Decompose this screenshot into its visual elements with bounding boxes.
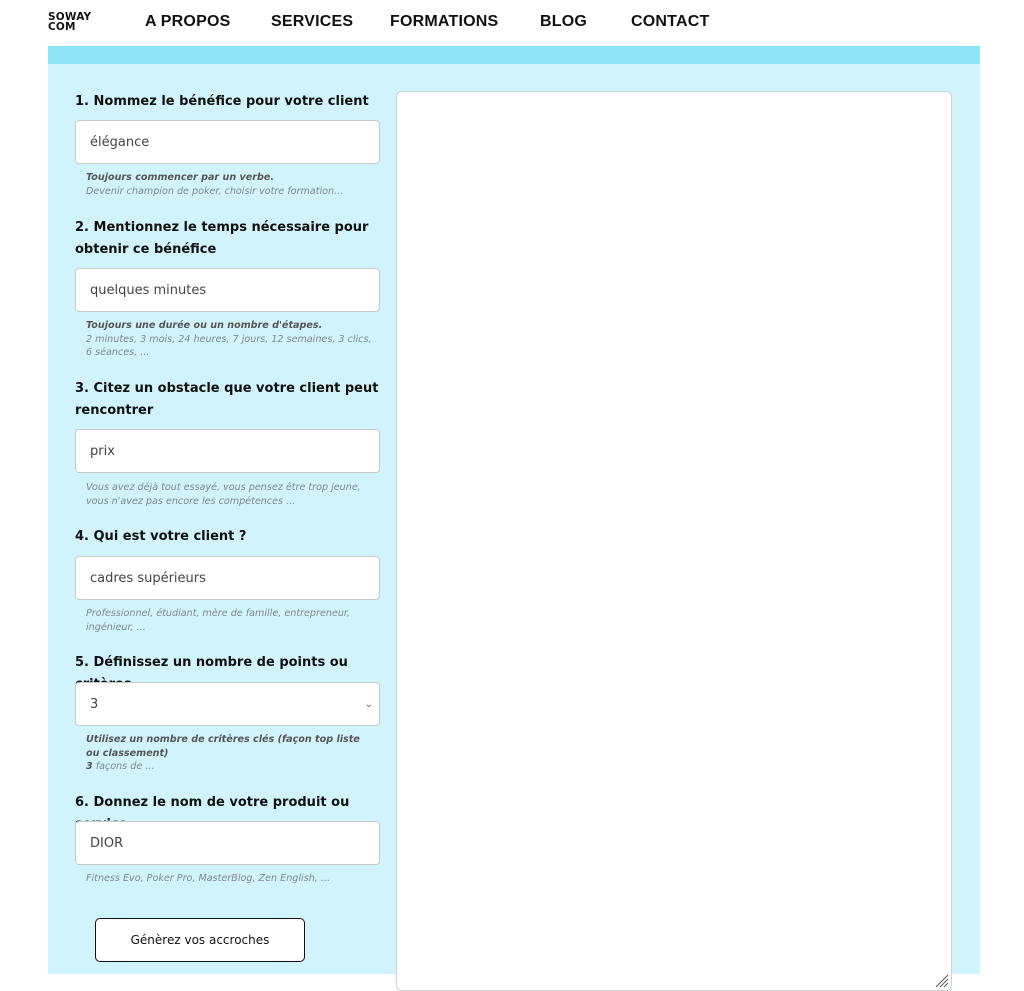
question-1-hint-text: Devenir champion de poker, choisir votre formation... [86, 185, 344, 197]
chevron-down-icon: ⌄ [364, 698, 373, 710]
nav-services[interactable]: SERVICES [271, 13, 354, 30]
benefit-input[interactable] [75, 120, 380, 164]
generated-hooks-output[interactable] [396, 91, 952, 991]
time-input[interactable] [75, 268, 380, 312]
question-5-hint-strong: Utilisez un nombre de critères clés (façon top liste ou classement) [86, 734, 360, 759]
panel-top-bar [48, 46, 980, 64]
benefit-input-value: élégance [90, 134, 150, 150]
question-5-hint-text: façons de ... [92, 761, 155, 772]
question-6-label: 6. Donnez le nom de votre produit ou [75, 795, 350, 810]
resize-grip-icon[interactable] [933, 972, 949, 988]
question-1-hint [86, 171, 376, 198]
logo-line-2: COM [48, 21, 76, 33]
client-input-value: cadres supérieurs [90, 570, 206, 586]
criteria-count-select[interactable] [75, 682, 380, 726]
generate-hooks-button[interactable]: Génèrez vos accroches [95, 918, 305, 962]
nav-blog[interactable]: BLOG [540, 13, 588, 30]
site-header [0, 0, 1024, 46]
question-5-label: 5. Définissez un nombre de points ou [75, 655, 348, 670]
question-1-label: 1. Nommez le bénéfice pour votre client [75, 94, 369, 109]
question-2-hint [86, 319, 376, 360]
question-4-label: 4. Qui est votre client ? [75, 529, 247, 544]
question-3-hint: Vous avez déjà tout essayé, vous pensez être trop jeune, vous n'avez pas encore les compétences ... [86, 482, 361, 507]
product-name-input[interactable] [75, 821, 380, 865]
question-5-hint [86, 733, 376, 774]
question-1-hint-strong: Toujours commencer par un verbe. [86, 172, 275, 183]
nav-contact[interactable]: CONTACT [631, 13, 710, 30]
time-input-value: quelques minutes [90, 282, 207, 298]
client-input[interactable] [75, 556, 380, 600]
soway-com-logo[interactable] [48, 12, 90, 34]
question-3-label: 3. Citez un obstacle que votre client peut rencontrer [75, 381, 379, 418]
question-4-hint: Professionnel, étudiant, mère de famille, entrepreneur, ingénieur, ... [86, 608, 351, 633]
obstacle-input[interactable] [75, 429, 380, 473]
question-2-label: 2. Mentionnez le temps nécessaire pour obtenir ce bénéfice [75, 220, 369, 257]
logo-line-1: SOWAY [48, 11, 92, 23]
question-2-hint-text: 2 minutes, 3 mois, 24 heures, 7 jours, 12 semaines, 3 clics, 6 séances, ... [86, 333, 372, 358]
question-2-hint-strong: Toujours une durée ou un nombre d'étapes. [86, 320, 323, 331]
criteria-count-value: 3 [90, 696, 99, 712]
nav-formations[interactable]: FORMATIONS [390, 13, 499, 30]
generator-panel [48, 46, 980, 974]
question-5-hint-number: 3 [86, 761, 93, 772]
obstacle-input-value: prix [90, 443, 115, 459]
product-name-input-value: DIOR [90, 835, 124, 851]
nav-a-propos[interactable]: A PROPOS [145, 13, 231, 30]
question-6-hint: Fitness Evo, Poker Pro, MasterBlog, Zen English, ... [86, 873, 331, 884]
